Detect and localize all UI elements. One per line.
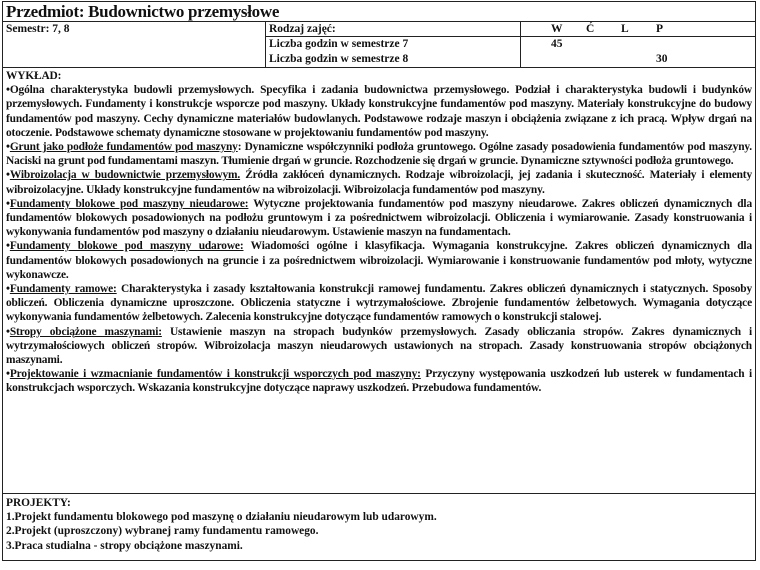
topic-text: Przyczyny występowania uszkodzeń lub usterek w fundamentach i konstrukcjach wsporczych. Wskazania konstrukcyjne dotyczące naprawy uszkodzeń. Przebudowa fundamentów. [6, 368, 752, 395]
projects-section [3, 494, 755, 555]
lecture-topic [6, 197, 752, 240]
bullet-icon: • [6, 197, 10, 210]
project-item: 3.Praca studialna - stropy obciążone maszynami. [6, 539, 243, 552]
topic-title: Fundamenty ramowe: [9, 283, 117, 296]
topic-text: Ustawienie maszyn na stropach budynków przemysłowych. Zasady obliczania stropów. Zakres dynamicznych i wytrzymałościowych obliczeń stropów. Wibroizolacja maszyn nieudarowych ustawionych na stropach. Zasady konstruowania stropów obciążonych maszynami. [6, 325, 752, 367]
projects-heading: PROJEKTY: [6, 497, 71, 509]
bullet-icon: • [6, 169, 10, 182]
hours-sem7-w: 45 [551, 38, 563, 50]
topic-text: Źródła zakłóceń dynamicznych. Rodzaje wibroizolacji, jej zadania i skuteczność. Materiały i elementy wibroizolacyjne. Układy konstrukcyjne fundamentów na wibroizolacji. Wibroizolacja fundamentów pod maszyny. [6, 169, 752, 196]
project-item: 2.Projekt (uproszczony) wybranej ramy fundamentu ramowego. [6, 525, 319, 538]
lecture-topic [6, 325, 752, 368]
hours-sem7-values [521, 37, 755, 52]
lecture-topic [6, 239, 752, 282]
topic-title: Projektowanie i wzmacnianie fundamentów i konstrukcji wsporczych pod maszyny: [9, 368, 421, 381]
lecture-topic [6, 83, 752, 140]
course-meta-table [3, 22, 755, 68]
hours-sem8-label: Liczba godzin w semestrze 8 [266, 52, 521, 67]
hours-sem7-label: Liczba godzin w semestrze 7 [266, 37, 521, 52]
hours-sem8-values [521, 52, 755, 67]
topic-text: Ogólna charakterystyka budowli przemysłowych. Specyfika i zadania budownictwa przemysłowego. Podział i charakterystyka budowli i budynków przemysłowych. Fundamenty i konstrukcje wsporcze pod maszyny. Układy konstrukcyjne fundamentów pod maszyny. Materiały konstrukcyjne do budowy fundamentów pod maszyny. Cechy dynamiczne materiałów budowlanych. Podstawowe rodzaje maszyn i obciążenia związane z ich pracą. Wpływ drgań na otoczenie. Podstawowe schematy dynamiczne stosowane w projektowaniu fundamentów pod maszyny. [6, 84, 752, 139]
topic-title: Fundamenty blokowe pod maszyny nieudarowe: [9, 197, 249, 210]
lecture-topic [6, 367, 752, 395]
class-type-label: Rodzaj zajęć: [266, 22, 521, 37]
topic-title: Grunt jako podłoże fundamentów pod maszyny [9, 141, 238, 154]
bullet-icon: • [6, 368, 10, 381]
bullet-icon: • [6, 240, 10, 253]
topic-title: Wibroizolacja w budownictwie przemysłowym. [9, 169, 241, 182]
column-p: P [656, 23, 664, 35]
lecture-topic [6, 140, 752, 168]
lecture-section [3, 68, 755, 494]
column-l: L [621, 23, 629, 35]
semester-cell: Semestr: 7, 8 [3, 22, 266, 67]
topic-text: Wiadomości ogólne i klasyfikacja. Wymagania konstrukcyjne. Zakres obliczeń dynamicznych dla fundamentów blokowych posadowionych na gruncie i za pośrednictwem wibroizolacji. Wymiarowanie i konstruowanie fundamentów pod młoty, wytyczne wykonawcze. [6, 240, 752, 281]
topic-text: Wytyczne projektowania fundamentów pod maszyny nieudarowe. Zakres obliczeń dynamicznych dla fundamentów blokowych posadowionych na podłożu gruntowym i za pośrednictwem wibroizolacji. Obliczenia i wymiarowanie. Zasady konstruowania i wykonywania fundamentów pod maszyny o działaniu nieudarowym. Ustawienie maszyn na fundamentach. [6, 197, 752, 239]
bullet-icon: • [6, 84, 10, 97]
lecture-topic [6, 282, 752, 325]
hours-sem7-p [656, 37, 691, 52]
column-w: W [551, 23, 563, 35]
class-type-columns [521, 22, 755, 37]
bullet-icon: • [6, 283, 10, 296]
column-c: Ć [586, 23, 595, 35]
hours-sem8-w [551, 52, 586, 67]
syllabus-document [2, 1, 756, 561]
lecture-topic [6, 168, 752, 196]
subject-title: Przedmiot: Budownictwo przemysłowe [3, 2, 755, 22]
topic-text: Charakterystyka i zasady kształtowania konstrukcji ramowej fundamentu. Zakres obliczeń dynamicznych i statycznych. Sposoby obliczeń. Obliczenia dynamiczne uproszczone. Obliczenia statyczne i wytrzymałościowe. Zbrojenie fundamentów żelbetowych. Wymagania dotyczące wykonywania fundamentów żelbetowych. Zalecenia konstrukcyjne dotyczące fundamentów ramowych o konstrukcji stalowej. [6, 283, 753, 324]
lecture-heading: WYKŁAD: [6, 70, 62, 82]
project-item: 1.Projekt fundamentu blokowego pod maszynę o działaniu nieudarowym lub udarowym. [6, 511, 437, 524]
bullet-icon: • [6, 141, 10, 154]
topic-title: Fundamenty blokowe pod maszyny udarowe: [9, 240, 244, 253]
topic-title: Stropy obciążone maszynami: [9, 325, 162, 338]
topic-text: : Dynamiczne współczynniki podłoża gruntowego. Ogólne zasady posadowienia fundamentów pod maszyny. Naciski na grunt pod fundamentami maszyn. Tłumienie drgań w gruncie. Rozchodzenie się drgań w gruncie. Dynamiczne sztywności podłoża gruntowego. [6, 141, 752, 168]
hours-sem8-p: 30 [656, 53, 668, 65]
bullet-icon: • [6, 325, 10, 338]
